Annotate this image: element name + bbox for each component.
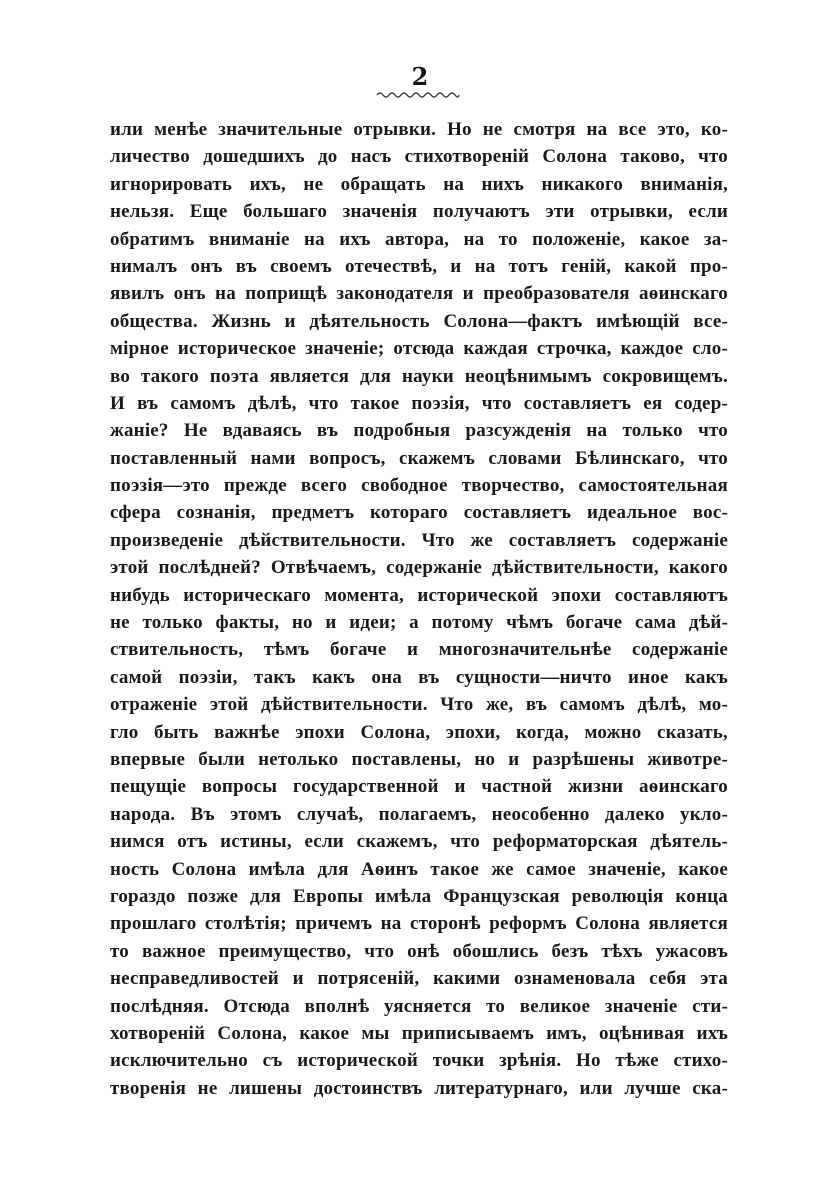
text-line: творенія не лишены достоинствъ литературнаго, или лучше ска- [110,1077,728,1099]
text-line: поэзія—это прежде всего свободное творчество, самостоятельная [110,475,728,497]
body-text [110,116,728,1102]
text-line: этой послѣдней? Отвѣчаемъ, содержаніе дѣйствительности, какого [110,557,728,579]
text-line: явилъ онъ на поприщѣ законодателя и преобразователя аѳинскаго [110,283,728,305]
text-line: несправедливостей и потрясеній, какими ознаменовала себя эта [110,968,728,990]
text-line: прошлаго столѣтія; причемъ на сторонѣ реформъ Солона является [110,913,728,935]
text-line: самой поэзіи, такъ какъ она въ сущности—ничто иное какъ [110,666,728,688]
text-line: хотвореній Солона, какое мы приписываемъ имъ, оцѣнивая ихъ [110,1022,728,1044]
text-line: гло быть важнѣе эпохи Солона, эпохи, когда, можно сказать, [110,721,728,743]
text-line: нибудь историческаго момента, исторической эпохи составляютъ [110,584,728,606]
text-line: отраженіе этой дѣйствительности. Что же, въ самомъ дѣлѣ, мо- [110,694,728,716]
text-line: игнорировать ихъ, не обращать на нихъ никакого вниманія, [110,173,728,195]
text-line: нималъ онъ въ своемъ отечествѣ, и на тотъ геній, какой про- [110,255,728,277]
text-line: гораздо позже для Европы имѣла Французская революція конца [110,885,728,907]
text-line: сфера сознанія, предметъ котораго составляетъ идеальное вос- [110,502,728,524]
text-line: народа. Въ этомъ случаѣ, полагаемъ, неособенно далеко укло- [110,803,728,825]
text-line: поставленный нами вопросъ, скажемъ словами Бѣлинскаго, что [110,447,728,469]
text-line: послѣдняя. Отсюда вполнѣ уясняется то великое значеніе сти- [110,995,728,1017]
text-line: то важное преимущество, что онѣ обошлись безъ тѣхъ ужасовъ [110,940,728,962]
text-line: обратимъ вниманіе на ихъ автора, на то положеніе, какое за- [110,228,728,250]
text-line: мірное историческое значеніе; отсюда каждая строчка, каждое сло- [110,338,728,360]
text-line: ствительность, тѣмъ богаче и многозначительнѣе содержаніе [110,639,728,661]
text-line: впервые были нетолько поставлены, но и разрѣшены животре- [110,748,728,770]
text-line: ность Солона имѣла для Аѳинъ такое же самое значеніе, какое [110,858,728,880]
text-line: жаніе? Не вдаваясь въ подробныя разсужденія на только что [110,420,728,442]
text-line: личество дошедшихъ до насъ стихотвореній Солона таково, что [110,146,728,168]
text-line: не только факты, но и идеи; а потому чѣмъ богаче сама дѣй- [110,612,728,634]
text-line: во такого поэта является для науки неоцѣнимымъ сокровищемъ. [110,365,728,387]
text-line: произведеніе дѣйствительности. Что же составляетъ содержаніе [110,529,728,551]
wavy-rule-ornament [376,90,460,100]
text-line: общества. Жизнь и дѣятельность Солона—фактъ имѣющій все- [110,310,728,332]
text-line: И въ самомъ дѣлѣ, что такое поэзія, что составляетъ ея содер- [110,392,728,414]
page-number: 2 [411,62,429,91]
text-line: пещущіе вопросы государственной и частной жизни аѳинскаго [110,776,728,798]
text-line: исключительно съ исторической точки зрѣнія. Но тѣже стихо- [110,1050,728,1072]
text-line: нельзя. Еще большаго значенія получаютъ эти отрывки, если [110,201,728,223]
text-line: нимся отъ истины, если скажемъ, что реформаторская дѣятель- [110,831,728,853]
text-line: или менѣе значительные отрывки. Но не смотря на все это, ко- [110,119,728,140]
